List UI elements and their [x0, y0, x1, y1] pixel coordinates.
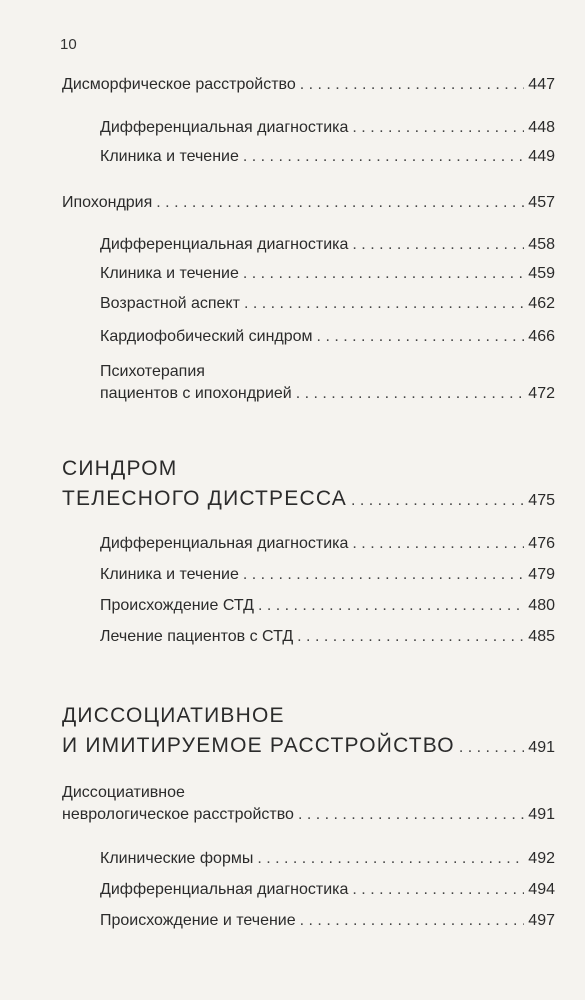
entry-page: 466 — [528, 328, 555, 345]
toc-entry-dissoc-forms — [100, 848, 555, 870]
leader-dots — [352, 879, 524, 901]
toc-entry-dysmorphic-clinic — [100, 146, 555, 168]
toc-entry-hypo-clinic — [100, 263, 555, 285]
entry-title: Возрастной аспект — [100, 295, 240, 312]
toc-entry-hypo-diff — [100, 234, 555, 256]
leader-dots — [243, 564, 524, 586]
entry-page: 492 — [528, 850, 555, 867]
entry-title: Лечение пациентов с СТД — [100, 628, 294, 645]
leader-dots — [300, 910, 525, 932]
entry-page: 459 — [528, 265, 555, 282]
entry-title: Клиника и течение — [100, 148, 239, 165]
leader-dots — [459, 733, 524, 763]
entry-page: 480 — [528, 597, 555, 614]
entry-page: 497 — [528, 912, 555, 929]
leader-dots — [156, 192, 524, 214]
toc-entry-dysmorphic-diff — [100, 117, 555, 139]
page-number: 10 — [60, 36, 77, 53]
leader-dots — [243, 263, 524, 285]
entry-title: Дифференциальная диагностика — [100, 881, 349, 898]
entry-title-line2: пациентов с ипохондрией — [100, 385, 292, 402]
entry-page: 485 — [528, 628, 555, 645]
leader-dots — [244, 293, 524, 315]
leader-dots — [297, 626, 524, 648]
entry-title: Клинические формы — [100, 850, 254, 867]
entry-title-line1: Психотерапия — [100, 363, 205, 380]
leader-dots — [300, 74, 525, 96]
toc-entry-std-clinic — [100, 564, 555, 586]
toc-entry-dissoc-diff — [100, 879, 555, 901]
toc-entry-std-treatment — [100, 626, 555, 648]
entry-page: 448 — [528, 119, 555, 136]
leader-dots — [298, 804, 524, 826]
entry-page: 491 — [528, 806, 555, 823]
entry-title: Кардиофобический синдром — [100, 328, 313, 345]
leader-dots — [243, 146, 524, 168]
entry-title: Происхождение СТД — [100, 597, 254, 614]
leader-dots — [296, 383, 525, 405]
entry-title-line1: Диссоциативное — [62, 784, 185, 801]
entry-page: 458 — [528, 236, 555, 253]
entry-page: 449 — [528, 148, 555, 165]
toc-entry-std-diff — [100, 533, 555, 555]
entry-title: Происхождение и течение — [100, 912, 296, 929]
entry-title-line2: неврологическое расстройство — [62, 806, 294, 823]
entry-page: 479 — [528, 566, 555, 583]
section-page: 475 — [528, 492, 555, 509]
toc-section-dissoc — [62, 701, 555, 763]
toc-entry-dissoc-origin — [100, 910, 555, 932]
section-title-line1: СИНДРОМ — [62, 457, 178, 480]
entry-title: Ипохондрия — [62, 194, 153, 211]
toc-entry-hypochondria — [62, 192, 555, 214]
section-title-line2: ТЕЛЕСНОГО ДИСТРЕССА — [62, 487, 347, 510]
entry-title: Дифференциальная диагностика — [100, 236, 349, 253]
leader-dots — [351, 486, 524, 516]
leader-dots — [352, 234, 524, 256]
toc-entry-hypo-psycho — [100, 361, 555, 405]
entry-page: 447 — [528, 76, 555, 93]
entry-title: Клиника и течение — [100, 265, 239, 282]
toc-entry-std-origin — [100, 595, 555, 617]
leader-dots — [258, 595, 524, 617]
leader-dots — [352, 117, 524, 139]
section-page: 491 — [528, 739, 555, 756]
entry-page: 476 — [528, 535, 555, 552]
entry-page: 494 — [528, 881, 555, 898]
entry-page: 457 — [528, 194, 555, 211]
toc-entry-hypo-cardio — [100, 326, 555, 348]
entry-page: 472 — [528, 385, 555, 402]
leader-dots — [352, 533, 524, 555]
toc-section-std — [62, 454, 555, 516]
entry-title: Дисморфическое расстройство — [62, 76, 296, 93]
leader-dots — [317, 326, 525, 348]
section-title-line1: ДИССОЦИАТИВНОЕ — [62, 704, 285, 727]
entry-title: Клиника и течение — [100, 566, 239, 583]
toc-entry-dissoc-neuro — [62, 782, 555, 826]
section-title-line2: И ИМИТИРУЕМОЕ РАССТРОЙСТВО — [62, 734, 455, 757]
entry-page: 462 — [528, 295, 555, 312]
entry-title: Дифференциальная диагностика — [100, 119, 349, 136]
toc-entry-dysmorphic — [62, 74, 555, 96]
entry-title: Дифференциальная диагностика — [100, 535, 349, 552]
toc-entry-hypo-age — [100, 293, 555, 315]
leader-dots — [257, 848, 524, 870]
